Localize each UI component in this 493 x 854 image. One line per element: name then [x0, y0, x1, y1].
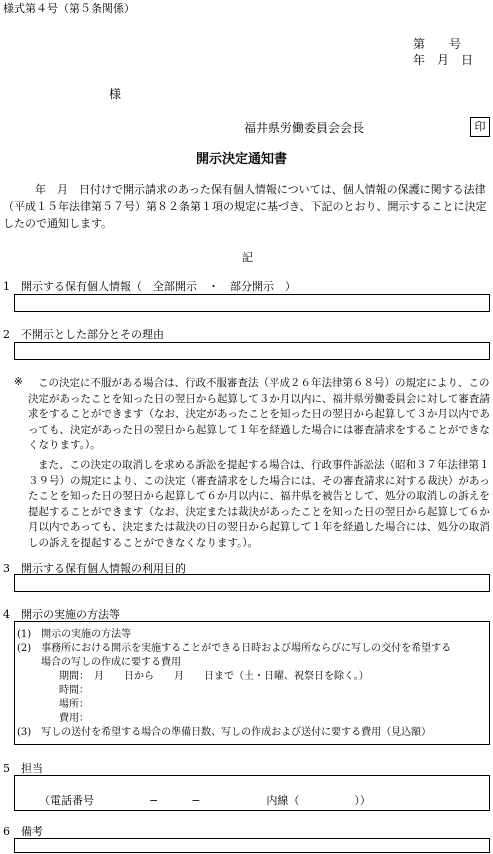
section4-place: 場所： [59, 699, 89, 710]
section4-item2-line1: (2) 事務所における開示を実施することができる日時および場所ならびに写しの交付を希望する [17, 643, 452, 654]
section3-label: 3 開示する保有個人情報の利用目的 [3, 562, 186, 575]
section5-box [14, 775, 490, 811]
section1-label: 1 開示する保有個人情報（ 全部開示 ・ 部分開示 ） [3, 280, 296, 293]
section1-box [14, 294, 490, 312]
form-number: 様式第４号（第５条関係） [3, 2, 135, 15]
section4-label: 4 開示の実施の方法等 [3, 608, 120, 621]
notice-mark: ※ [14, 376, 23, 388]
section6-label: 6 備考 [3, 825, 43, 838]
document-number-label: 第 号 [413, 37, 462, 51]
section3-box [14, 574, 490, 592]
ki-label: 記 [242, 251, 253, 264]
section2-box [14, 342, 490, 360]
section4-box [14, 621, 490, 745]
date-label: 年 月 日 [413, 53, 474, 67]
contact-phone: （電話番号 − − 内線（ ）） [39, 794, 371, 807]
section4-time: 時間： [59, 685, 89, 696]
notice-paragraph-2: また、この決定の取消しを求める訴訟を提起する場合は、行政事件訴訟法（昭和３７年法律第１３９号）の規定により、この決定（審査請求をした場合には、その審査請求に対する裁決）があったことを知った日の翌日から起算して６か月以内に、福井県を被告として、処分の取消しの訴えを提起することができます（なお、決定または裁決があったことを知った日の翌日から起算して６か月以内であっても、決定または裁決の日の翌日から起算して１年を経過した場合には、処分の取消しの訴えを提起することができなくなります。）。 [28, 459, 490, 549]
section4-item2-line2: 場合の写しの作成に要する費用 [41, 657, 181, 668]
section4-item3: (3) 写しの送付を希望する場合の準備日数、写しの作成および送付に要する費用（見込額） [17, 727, 432, 738]
issuer-name: 福井県労働委員会会長 [244, 121, 365, 135]
section2-label: 2 不開示とした部分とその理由 [3, 328, 164, 341]
section4-item1: (1) 開示の実施の方法等 [17, 629, 132, 640]
addressee-suffix: 様 [109, 87, 122, 101]
section4-fee: 費用： [59, 713, 89, 724]
notice-paragraph-1: この決定に不服がある場合は、行政不服審査法（平成２６年法律第６８号）の規定により、この決定があったことを知った日の翌日から起算して３か月以内に、福井県労働委員会に対して審査請求をすることができます（なお、決定があったことを知った日の翌日から起算して３か月以内であっても、決定があった日の翌日から起算して１年を経過した場合には審査請求をすることができなくなります。）。 [28, 377, 490, 451]
seal-mark: 印 [470, 117, 490, 137]
section6-box [14, 838, 490, 853]
section5-label: 5 担当 [3, 762, 43, 775]
section4-period: 期間： 月 日から 月 日まで（土・日曜、祝祭日を除く。） [59, 671, 369, 682]
document-title: 開示決定通知書 [196, 152, 288, 167]
body-text: 年 月 日付けで開示請求のあった保有個人情報については、個人情報の保護に関する法律（平成１５年法律第５７号）第８２条第１項の規定に基づき、下記のとおり、開示することに決定したので通知します。 [3, 183, 487, 230]
